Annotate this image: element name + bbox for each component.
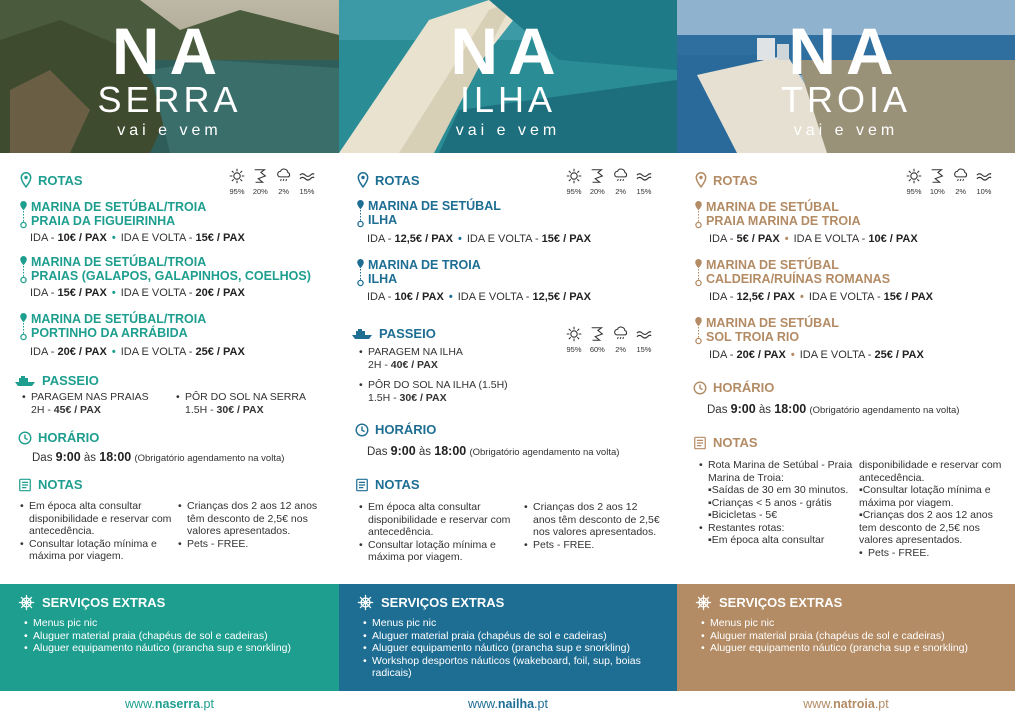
- weather-stats: 95% 20% 2% 15%: [226, 168, 318, 196]
- route-origin: MARINA DE SETÚBAL: [706, 258, 839, 272]
- route-origin: MARINA DE SETÚBAL/TROIA: [31, 200, 207, 214]
- route-destination: ILHA: [368, 213, 398, 227]
- extra-item: • Menus pic nic: [18, 617, 339, 630]
- extra-item: • Aluguer equipamento náutico (prancha sup e snorkling): [18, 642, 339, 655]
- notas-right: • Crianças dos 2 aos 12 anos têm desconto de 2,5€ nos valores apresentados. • Pets - FREE.: [524, 501, 662, 551]
- wind-icon: [252, 168, 268, 184]
- notas-right: disponibilidade e reservar com antecedência. ▪Consultar lotação mínima e máxima por viagem. ▪Crianças dos 2 aos 12 anos tem desconto de 2,5€ nos valores apresentados. • Pets - FREE.: [859, 459, 1011, 559]
- rain-icon: [613, 168, 629, 184]
- route-pin-icon: [693, 258, 704, 288]
- route-pin-icon: [693, 200, 704, 230]
- section-rotas-title: ROTAS: [38, 172, 83, 188]
- section-notas: [18, 477, 83, 492]
- route-origin: MARINA DE SETÚBAL: [706, 316, 839, 330]
- map-pin-icon: [357, 172, 369, 188]
- map-pin-icon: [695, 172, 707, 188]
- route-destination: SOL TROIA RIO: [706, 330, 800, 344]
- route-1: [355, 199, 501, 229]
- website-link-ilha[interactable]: www.nailha.pt: [339, 691, 677, 720]
- hero-image-troia: [677, 0, 1015, 153]
- route-3: [18, 312, 206, 342]
- section-rotas-title: ROTAS: [713, 172, 758, 188]
- extra-item: • Aluguer material praia (chapéus de sol e cadeiras): [695, 630, 1015, 643]
- hero-image-serra: [0, 0, 339, 153]
- rain-icon: [276, 168, 292, 184]
- rain-icon: [613, 326, 629, 342]
- website-link-troia[interactable]: www.natroia.pt: [677, 691, 1015, 720]
- servicos-extras: [0, 584, 339, 691]
- brand-tagline: vai e vem: [793, 122, 899, 139]
- brand-tagline: vai e vem: [455, 122, 561, 139]
- helm-icon: [695, 594, 712, 611]
- servicos-extras-title: SERVIÇOS EXTRAS: [381, 595, 505, 610]
- wave-icon: [636, 168, 652, 184]
- route-2: [355, 258, 481, 288]
- weather-stats: 95% 20% 2% 15%: [563, 168, 655, 196]
- route-2-prices: IDA - 10€ / PAX • IDA E VOLTA - 12,5€ / PAX: [367, 291, 591, 303]
- horario-text: Das 9:00 às 18:00 (Obrigatório agendamento na volta): [707, 402, 960, 416]
- section-rotas: [20, 172, 83, 188]
- route-pin-icon: [355, 258, 366, 288]
- passeio-weather-stats: 95% 60% 2% 15%: [563, 326, 655, 354]
- passeio-item-2: • PÔR DO SOL NA ILHA (1.5H) 1.5H - 30€ / PAX: [359, 379, 559, 404]
- wave-icon: [636, 326, 652, 342]
- route-pin-icon: [693, 316, 704, 346]
- sun-icon: [906, 168, 922, 184]
- route-2-prices: IDA - 15€ / PAX • IDA E VOLTA - 20€ / PAX: [30, 287, 245, 299]
- extra-item: • Aluguer equipamento náutico (prancha sup e snorkling): [357, 642, 677, 655]
- route-destination: PRAIA DA FIGUEIRINHA: [31, 214, 176, 228]
- sun-icon: [229, 168, 245, 184]
- brand-logo-troia: [677, 14, 1015, 140]
- helm-icon: [357, 594, 374, 611]
- servicos-extras: [339, 584, 677, 691]
- section-rotas: [695, 172, 758, 188]
- section-horario: [355, 422, 436, 437]
- route-pin-icon: [18, 312, 29, 342]
- route-origin: MARINA DE SETÚBAL: [706, 200, 839, 214]
- boat-icon: [14, 375, 36, 387]
- route-2: [18, 255, 311, 285]
- section-passeio: [351, 326, 436, 341]
- wave-icon: [976, 168, 992, 184]
- wave-icon: [299, 168, 315, 184]
- notas-right: • Crianças dos 2 aos 12 anos têm desconto de 2,5€ nos valores apresentados. • Pets - FREE.: [178, 500, 318, 550]
- section-notas-title: NOTAS: [713, 435, 758, 450]
- map-pin-icon: [20, 172, 32, 188]
- servicos-extras: [677, 584, 1015, 691]
- route-1-prices: IDA - 10€ / PAX • IDA E VOLTA - 15€ / PAX: [30, 232, 245, 244]
- servicos-extras-title: SERVIÇOS EXTRAS: [719, 595, 843, 610]
- route-2-prices: IDA - 12,5€ / PAX • IDA E VOLTA - 15€ / PAX: [709, 291, 933, 303]
- route-pin-icon: [355, 199, 366, 229]
- section-passeio-title: PASSEIO: [42, 373, 99, 388]
- extra-item: • Aluguer material praia (chapéus de sol e cadeiras): [18, 630, 339, 643]
- horario-text: Das 9:00 às 18:00 (Obrigatório agendamento na volta): [367, 444, 620, 458]
- route-1: [18, 200, 206, 230]
- section-rotas: [357, 172, 420, 188]
- clock-icon: [693, 381, 707, 395]
- section-notas-title: NOTAS: [375, 477, 420, 492]
- extra-item: • Aluguer material praia (chapéus de sol e cadeiras): [357, 630, 677, 643]
- section-notas-title: NOTAS: [38, 477, 83, 492]
- route-destination: ILHA: [368, 272, 398, 286]
- notas-left: • Em época alta consultar disponibilidade e reservar com antecedência. • Consultar lotação mínima e máxima por viagem.: [359, 501, 511, 564]
- wind-icon: [929, 168, 945, 184]
- notes-icon: [693, 436, 707, 450]
- notas-left: • Rota Marina de Setúbal - Praia Marina de Troia: ▪Saídas de 30 em 30 minutos. ▪Crianças < 5 anos - grátis ▪Bicicletas - 5€ • Restantes rotas: ▪Em época alta consultar: [699, 459, 857, 547]
- wind-icon: [589, 168, 605, 184]
- route-destination: PORTINHO DA ARRÁBIDA: [31, 326, 188, 340]
- section-horario-title: HORÁRIO: [713, 380, 775, 395]
- notes-icon: [355, 478, 369, 492]
- brand-na: NA: [788, 14, 904, 88]
- section-rotas-title: ROTAS: [375, 172, 420, 188]
- route-3-prices: IDA - 20€ / PAX • IDA E VOLTA - 25€ / PAX: [709, 349, 924, 361]
- brand-place: SERRA: [97, 79, 242, 120]
- passeio-item-2: • PÔR DO SOL NA SERRA 1.5H - 30€ / PAX: [176, 391, 336, 416]
- section-horario-title: HORÁRIO: [38, 430, 100, 445]
- extra-item: • Menus pic nic: [357, 617, 677, 630]
- servicos-extras-title: SERVIÇOS EXTRAS: [42, 595, 166, 610]
- route-3: [693, 316, 839, 346]
- panel-na-ilha: [339, 0, 677, 720]
- extra-item: • Menus pic nic: [695, 617, 1015, 630]
- passeio-item-1: • PARAGEM NA ILHA 2H - 40€ / PAX: [359, 346, 559, 371]
- brand-logo-serra: [0, 14, 339, 140]
- route-3-prices: IDA - 20€ / PAX • IDA E VOLTA - 25€ / PAX: [30, 346, 245, 358]
- passeio-item-1: • PARAGEM NAS PRAIAS 2H - 45€ / PAX: [22, 391, 172, 416]
- section-passeio: [14, 373, 99, 388]
- route-origin: MARINA DE SETÚBAL/TROIA: [31, 255, 207, 269]
- panel-na-troia: [677, 0, 1015, 720]
- hero-image-ilha: [339, 0, 677, 153]
- route-origin: MARINA DE SETÚBAL/TROIA: [31, 312, 207, 326]
- panel-na-serra: [0, 0, 339, 720]
- section-horario: [693, 380, 774, 395]
- brand-na: NA: [111, 14, 228, 88]
- notes-icon: [18, 478, 32, 492]
- route-pin-icon: [18, 255, 29, 285]
- wind-icon: [589, 326, 605, 342]
- section-notas: [693, 435, 758, 450]
- sun-icon: [566, 326, 582, 342]
- section-horario-title: HORÁRIO: [375, 422, 437, 437]
- rain-icon: [953, 168, 969, 184]
- section-horario: [18, 430, 99, 445]
- brand-place: TROIA: [780, 79, 911, 120]
- route-destination: CALDEIRA/RUÍNAS ROMANAS: [706, 272, 891, 286]
- weather-stats: 95% 10% 2% 10%: [903, 168, 995, 196]
- route-2: [693, 258, 890, 288]
- website-link-serra[interactable]: www.naserra.pt: [0, 691, 339, 720]
- clock-icon: [355, 423, 369, 437]
- brand-logo-ilha: [339, 14, 677, 140]
- sun-icon: [566, 168, 582, 184]
- clock-icon: [18, 431, 32, 445]
- boat-icon: [351, 328, 373, 340]
- route-1-prices: IDA - 5€ / PAX • IDA E VOLTA - 10€ / PAX: [709, 233, 918, 245]
- extra-item: • Workshop desportos náuticos (wakeboard, foil, sup, boias radicais): [357, 655, 657, 680]
- route-pin-icon: [18, 200, 29, 230]
- brand-tagline: vai e vem: [117, 122, 222, 139]
- route-origin: MARINA DE TROIA: [368, 258, 481, 272]
- route-1-prices: IDA - 12,5€ / PAX • IDA E VOLTA - 15€ / PAX: [367, 233, 591, 245]
- section-passeio-title: PASSEIO: [379, 326, 436, 341]
- helm-icon: [18, 594, 35, 611]
- notas-left: • Em época alta consultar disponibilidade e reservar com antecedência. • Consultar lotação mínima e máxima por viagem.: [20, 500, 172, 563]
- route-1: [693, 200, 861, 230]
- horario-text: Das 9:00 às 18:00 (Obrigatório agendamento na volta): [32, 450, 285, 464]
- extra-item: • Aluguer equipamento náutico (prancha sup e snorkling): [695, 642, 1015, 655]
- brand-na: NA: [450, 14, 566, 88]
- section-notas: [355, 477, 420, 492]
- route-origin: MARINA DE SETÚBAL: [368, 199, 501, 213]
- brand-place: ILHA: [459, 79, 557, 120]
- route-destination: PRAIAS (GALAPOS, GALAPINHOS, COELHOS): [31, 269, 311, 283]
- route-destination: PRAIA MARINA DE TROIA: [706, 214, 861, 228]
